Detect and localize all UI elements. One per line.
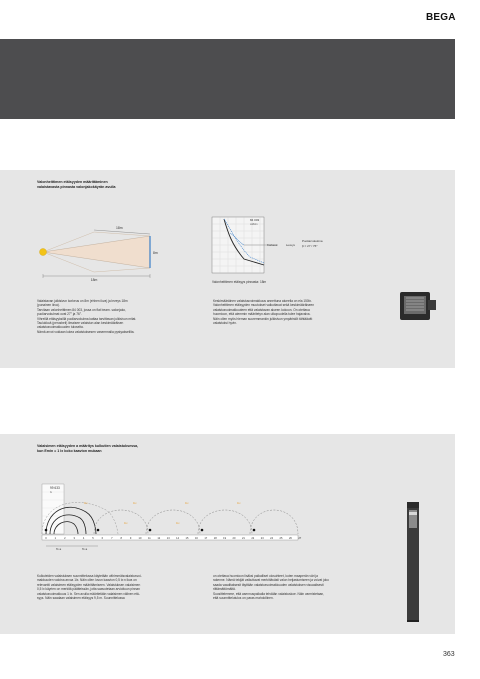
body-text-left: Valaistavan julkisivun korkeus on 8m (ehhen ikva) ja leveys 18m (punainen ikva). Tarvitaan valonheittimen 84 003, jossa on flat beam -valonjako, puoliarvokulmat ovat 27° ja 76°. Vihreillä etäisyyksillä puoliarvokulma kattaa tarvittavan julkisivun mitat. Taulukkoä (perusbeli) ilmaisee valaistun alan keskimääräisen valaistusvoimakkuuden tuloselta. Nämä arvot voidaan lukea valaistuksesen vasemmalla pystyakselilta. xyxy=(37,299,137,334)
ruler-tick-label: 3 xyxy=(73,537,75,540)
ruler-tick-label: 8 xyxy=(120,537,122,540)
ruler-tick-label: 19 xyxy=(223,537,227,540)
svg-text:% a: % a xyxy=(56,547,62,551)
ruler-tick-label: 0 xyxy=(45,537,47,540)
svg-text:84 003: 84 003 xyxy=(250,218,260,222)
body-text-right: on otettava huomioon lisäksi paikalliset olosuhteet, kuten maaperän väri ja rakenne. Nämä tekijät vaikuttavat merkittävästi valon heijastumiseen ja voivat joko saada vaaditaksesit täyttään valaistusvoimakkuuden valaistuksen visuaalisesti riittämättömältä. Suosittelemme, että asennuspaikalla tehdään valaistuskoe. Näin varmistetaan, että suunnittelutulos on paras mahdollinen. xyxy=(213,574,329,601)
page-number: 363 xyxy=(443,651,455,658)
ruler-tick-label: 5 xyxy=(92,537,94,540)
width-dimension-label: 18m xyxy=(116,226,123,230)
ruler-tick-label: 26 xyxy=(288,537,292,540)
ruler-tick-label: 9 xyxy=(129,537,132,540)
ruler-tick-label: 1 xyxy=(54,537,57,540)
distance-dimension-label: 18m xyxy=(90,278,98,282)
ruler-tick-label: 14 xyxy=(176,537,180,540)
light-distribution-chart xyxy=(210,215,330,290)
svg-text:Korkeus: Korkeus xyxy=(267,243,278,247)
ruler-tick-label: 15 xyxy=(185,537,189,540)
svg-text:1lx: 1lx xyxy=(124,521,128,525)
ruler-tick-label: 23 xyxy=(260,537,264,540)
ruler-tick-label: 22 xyxy=(251,537,255,540)
ruler-tick-label: 20 xyxy=(232,537,236,540)
ruler-tick-label: 12 xyxy=(157,537,161,540)
ruler-tick-label: 13 xyxy=(166,537,170,540)
ruler-tick-label: 18 xyxy=(213,537,217,540)
section-facade-lighting xyxy=(0,170,455,368)
ruler-tick-label: 4 xyxy=(82,537,85,540)
ruler-tick-label: 25 xyxy=(279,537,283,540)
svg-text:1lx: 1lx xyxy=(237,501,241,505)
ruler-tick-label: 27 xyxy=(298,537,302,540)
ruler-tick-label: 24 xyxy=(270,537,274,540)
body-text-left: Kulkuteiden valaistuksen suunnittelussa käytetään vähimmäisvalaistusvoi- makkuuden valoina arvoa 1lx. Näin ollen luvun kaavion 0,5 lx:n ikva on relevantti valaisimen etäisyyden määrittämiseen. Valaistuksen valaisimen 0,5 lx käyrien on merkitä päätteissän, jotta saavutetaan arvioituun pinnan valaistusvoimakkuus 1 lx. Sen avulla määritetään valaisimen välinen etä- syys. Näin saadaan valaisimen etäisyys 9,5 m. Suunnittelussa xyxy=(37,574,142,601)
section-pathway-lighting xyxy=(0,434,455,634)
svg-text:Valonheittimen etäisyys pinnas: Valonheittimen etäisyys pinnasta: 18m xyxy=(212,280,267,284)
ruler-tick-label: 16 xyxy=(194,537,198,540)
ruler-tick-label: 7 xyxy=(111,537,113,540)
hero-banner xyxy=(0,39,455,119)
svg-text:β = 27 / 76°: β = 27 / 76° xyxy=(302,244,318,248)
svg-text:1lx: 1lx xyxy=(185,501,189,505)
bollard-product-image xyxy=(398,494,428,624)
svg-text:1lx: 1lx xyxy=(133,501,137,505)
svg-text:cd/klm: cd/klm xyxy=(250,223,258,226)
svg-text:1lx: 1lx xyxy=(176,521,180,525)
svg-text:Puoliarvokulma: Puoliarvokulma xyxy=(302,239,323,243)
svg-text:Leveys: Leveys xyxy=(286,243,295,247)
ruler-tick-label: 2 xyxy=(64,537,66,540)
projection-diagram xyxy=(36,222,156,282)
ruler-tick-label: 10 xyxy=(138,537,142,540)
ruler-tick-label: 21 xyxy=(241,537,245,540)
ruler-tick-label: 11 xyxy=(148,537,151,540)
isolux-pathway-chart xyxy=(36,482,301,557)
brand-logo: BEGA xyxy=(426,12,456,23)
body-text-right: Keskimääräinen valaistusvoimakkuus annettuna alueella on ela 150lx. Valonheittimen etäisyyden muutokset vaikuttavat sekä keskimääräiseen valaistusvoimakkuuteen että valaistavan alueen kokoon. On otettava huomioon, että aiemmin määritetyn alan ulkopuolella tulee hajavalva. Näin ollen myös hieman suuremmankin julkisivun ympäristöt tähtäävät valaistuksi hyvin. xyxy=(213,299,315,326)
ruler-tick-label: 17 xyxy=(204,537,208,540)
height-dimension-label: 8m xyxy=(153,251,158,255)
svg-text:% a: % a xyxy=(82,547,88,551)
ruler-tick-label: 6 xyxy=(101,537,104,540)
svg-text:1lx: 1lx xyxy=(84,501,88,505)
section-title: Valaisimen etäisyyden a määritys kulkutien valaistuksessa, kun Emin = 1 lx koko kaavion mukaan xyxy=(37,444,139,453)
svg-text:lx: lx xyxy=(50,491,52,494)
svg-text:99 633: 99 633 xyxy=(50,486,60,490)
section-title: Valonheittimen etäisyyden määrittäminen valaistavasta pinnasta valonjakokäyrän avulla xyxy=(37,180,116,189)
